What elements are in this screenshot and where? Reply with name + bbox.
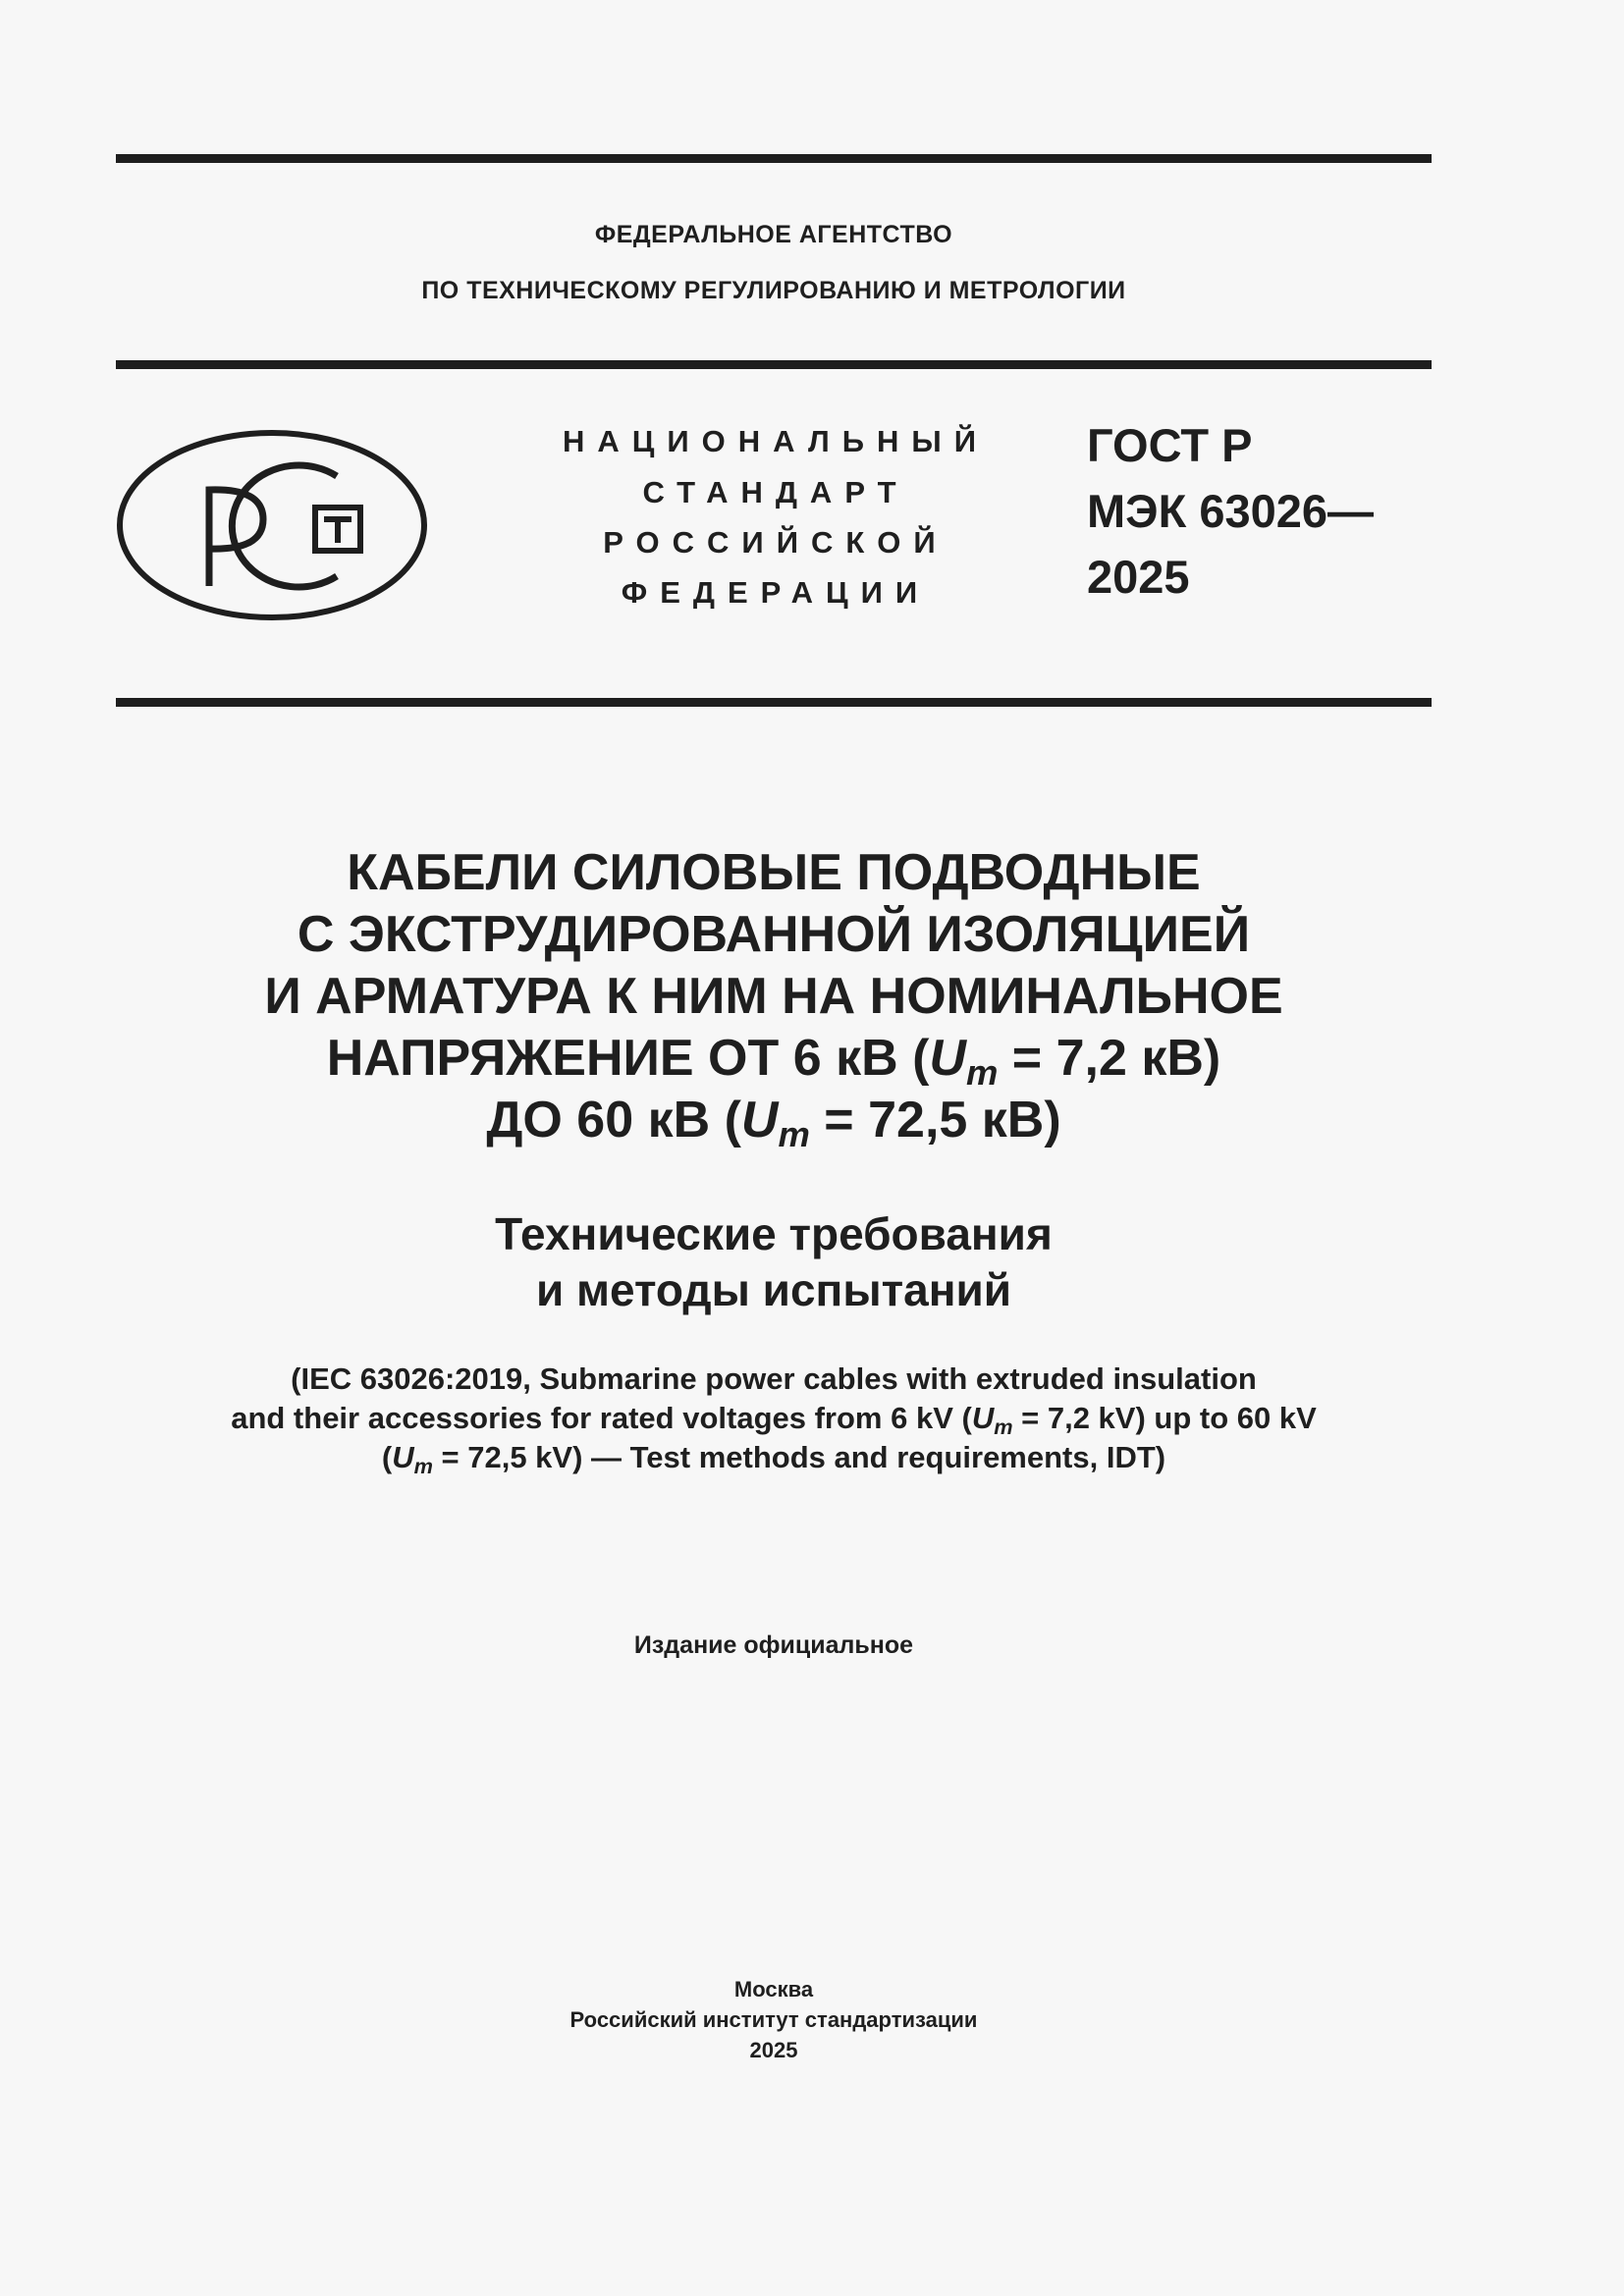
document-title (116, 842, 1432, 1155)
imprint (116, 1974, 1432, 2065)
designation-line-1: ГОСТ Р (1087, 419, 1253, 471)
original-line-1: (IEC 63026:2019, Submarine power cables with extruded insulation (291, 1362, 1257, 1396)
top-rule (116, 154, 1432, 163)
imprint-publisher: Российский институт стандартизации (569, 2007, 978, 2032)
subtitle-line-2: и методы испытаний (535, 1264, 1012, 1315)
original-line-3: ($U_m = 72,5$ kV) — Test methods and requirements, IDT) (381, 1440, 1166, 1479)
agency-line-2: ПО ТЕХНИЧЕСКОМУ РЕГУЛИРОВАНИЮ И МЕТРОЛОГИИ (421, 277, 1126, 304)
designation-line-2: МЭК 63026— (1087, 485, 1375, 537)
title-line-1: КАБЕЛИ СИЛОВЫЕ ПОДВОДНЫЕ (347, 844, 1201, 901)
imprint-city: Москва (733, 1977, 814, 2002)
title-line-4: НАПРЯЖЕНИЕ ОТ 6 кВ ($U_m = 7,2$ кВ) (326, 1030, 1221, 1094)
agency-line-1: ФЕДЕРАЛЬНОЕ АГЕНТСТВО (594, 221, 953, 248)
imprint-year: 2025 (749, 2038, 798, 2062)
title-line-3: И АРМАТУРА К НИМ НА НОМИНАЛЬНОЕ (264, 968, 1283, 1025)
original-line-2: and their accessories for rated voltages from 6 kV ($U_m = 7,2$ kV) up to 60 kV (231, 1401, 1317, 1440)
title-line-5: ДО 60 кВ ($U_m = 72,5$ кВ) (486, 1092, 1061, 1155)
subtitle-line-1: Технические требования (495, 1208, 1053, 1259)
rst-logo (116, 429, 428, 621)
title-line-2: С ЭКСТРУДИРОВАННОЙ ИЗОЛЯЦИЕЙ (297, 906, 1251, 963)
edition-label: Издание официальное (633, 1631, 914, 1659)
standard-designation (1087, 412, 1374, 610)
designation-line-3: 2025 (1087, 551, 1190, 603)
header-bottom-rule (116, 698, 1432, 707)
national-standard-line-4: ФЕДЕРАЦИИ (621, 575, 931, 610)
national-standard-line-1: НАЦИОНАЛЬНЫЙ (562, 424, 990, 458)
original-standard-reference (116, 1360, 1432, 1477)
agency-rule (116, 360, 1432, 369)
document-subtitle (116, 1206, 1432, 1318)
national-standard-line-2: СТАНДАРТ (642, 475, 909, 509)
national-standard-line-3: РОССИЙСКОЙ (603, 525, 948, 560)
